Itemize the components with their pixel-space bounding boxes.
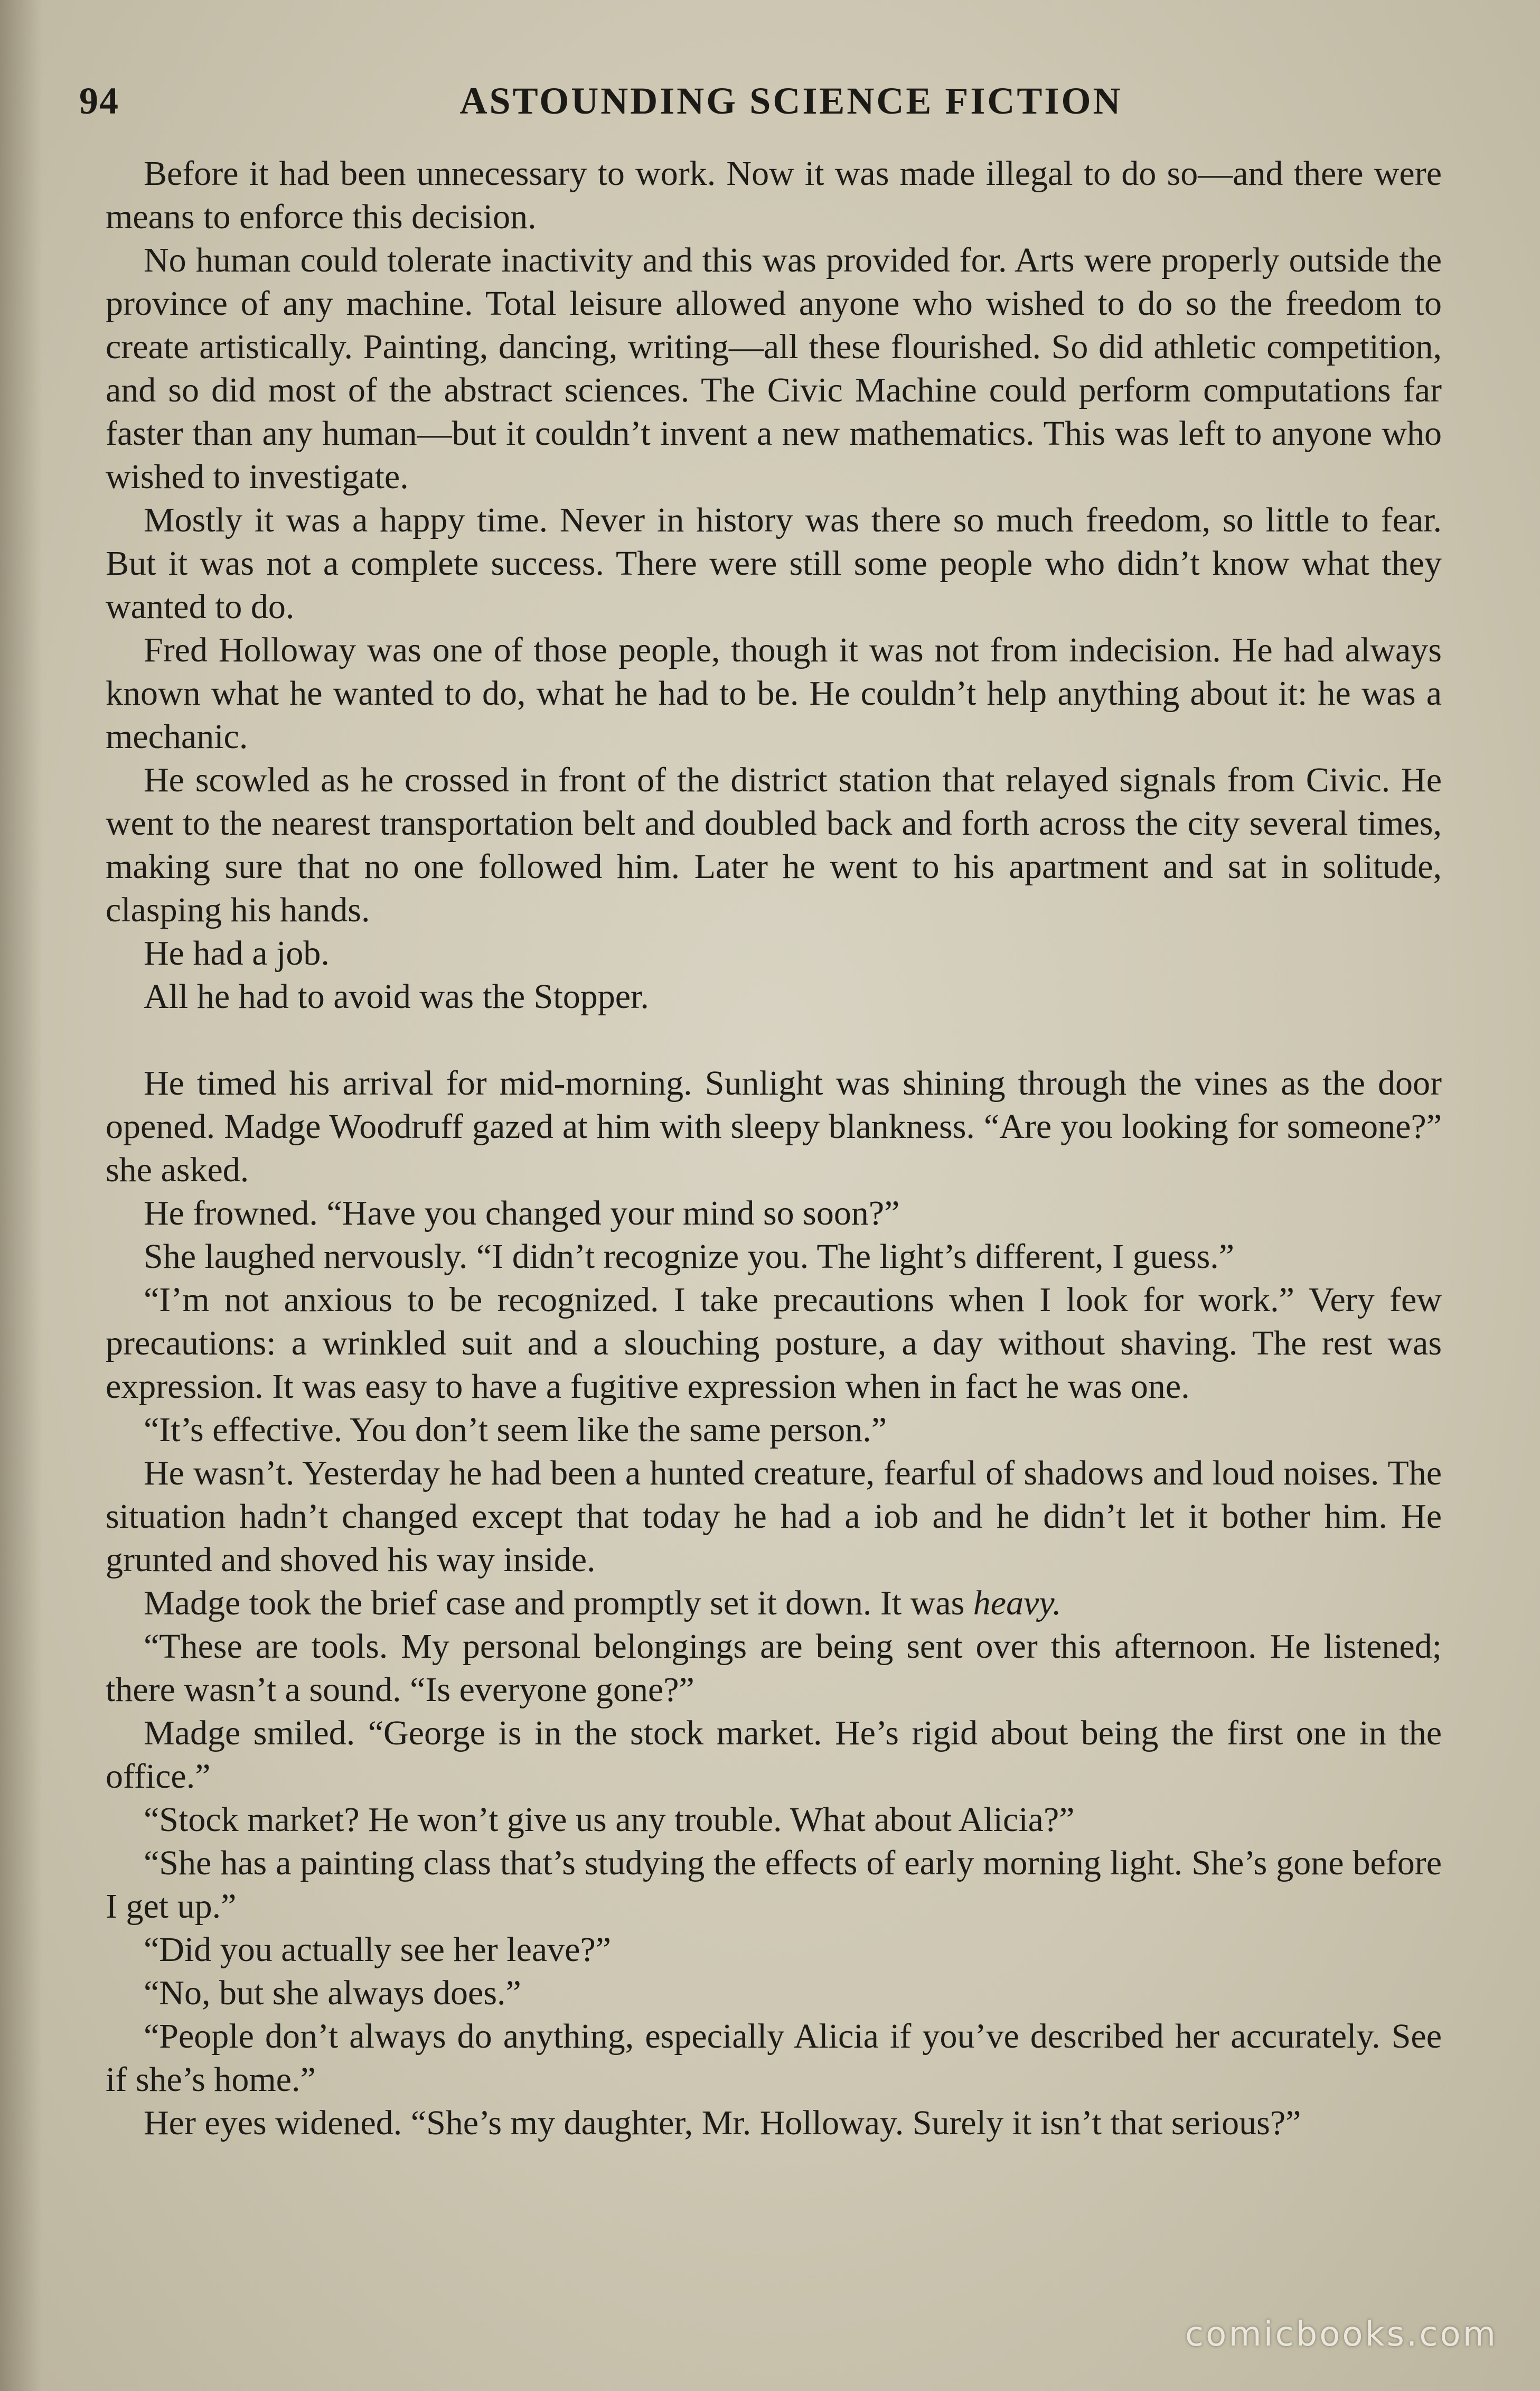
paragraph: No human could tolerate inactivity and this was provided for. Arts were properly outside the province of any machine. Total leisure allowed anyone who wished to do so the freedom to create artistically. Painting, dancing, writing—all these flourished. So did athletic competition, and so did most of the abstract sciences. The Civic Machine could perform computations far faster than any human—but it couldn’t invent a new mathematics. This was left to anyone who wished to investigate. xyxy=(106,241,1442,496)
paragraph: “She has a painting class that’s studying the effects of early morning light. She’s gone before I get up.” xyxy=(106,1844,1442,1926)
paragraph: All he had to avoid was the Stopper. xyxy=(144,977,649,1016)
paragraph: Madge smiled. “George is in the stock market. He’s rigid about being the first one in the office.” xyxy=(106,1714,1442,1796)
paragraph: He wasn’t. Yesterday he had been a hunted creature, fearful of shadows and loud noises. The situation hadn’t changed except that today he had a iob and he didn’t let it bother him. He grunted and shoved his way inside. xyxy=(106,1454,1442,1579)
paragraph: He timed his arrival for mid-morning. Sunlight was shining through the vines as the door opened. Madge Woodruff gazed at him with sleepy blankness. “Are you looking for someone?” she asked. xyxy=(106,1064,1442,1189)
paragraph: Her eyes widened. “She’s my daughter, Mr. Holloway. Surely it isn’t that serious?” xyxy=(144,2104,1301,2142)
paragraph: “These are tools. My personal belongings are being sent over this afternoon. He listened; there wasn’t a sound. “Is everyone gone?” xyxy=(106,1627,1442,1709)
paragraph: He frowned. “Have you changed your mind so soon?” xyxy=(144,1194,900,1232)
body-text xyxy=(106,152,1442,2145)
paragraph: He scowled as he crossed in front of the district station that relayed signals from Civic. He went to the nearest transportation belt and doubled back and forth across the city several times, making sure that no one followed him. Later he went to his apartment and sat in solitude, clasping his hands. xyxy=(106,761,1442,929)
page-header xyxy=(0,79,1540,143)
paragraph: “Did you actually see her leave?” xyxy=(144,1930,612,1969)
paragraph: He had a job. xyxy=(144,934,330,973)
paragraph: “It’s effective. You don’t seem like the same person.” xyxy=(144,1411,887,1449)
paragraph: Mostly it was a happy time. Never in history was there so much freedom, so little to fear. But it was not a complete success. There were still some people who didn’t know what they wanted to do. xyxy=(106,501,1442,626)
paragraph: Fred Holloway was one of those people, though it was not from indecision. He had always known what he wanted to do, what he had to be. He couldn’t help anything about it: he was a mechanic. xyxy=(106,631,1442,756)
section-break xyxy=(106,1019,1442,1062)
watermark: comicbooks.com xyxy=(1185,2315,1498,2354)
paragraph: “Stock market? He won’t give us any trouble. What about Alicia?” xyxy=(144,1800,1075,1839)
page-number: 94 xyxy=(79,80,119,122)
paragraph-with-italic xyxy=(106,1582,1442,1625)
page-edge-shadow xyxy=(0,0,42,2391)
paragraph: “People don’t always do anything, especially Alicia if you’ve described her accurately. See if she’s home.” xyxy=(106,2017,1442,2099)
paragraph-text: Madge took the brief case and promptly set it down. It was xyxy=(144,1584,965,1622)
paragraph: “No, but she always does.” xyxy=(144,1974,521,2012)
paragraph: “I’m not anxious to be recognized. I take precautions when I look for work.” Very few precautions: a wrinkled suit and a slouching posture, a day without shaving. The rest was expression. It was easy to have a fugitive expression when in fact he was one. xyxy=(106,1281,1442,1406)
italic-word: heavy. xyxy=(973,1584,1062,1622)
running-head: ASTOUNDING SCIENCE FICTION xyxy=(459,80,1123,122)
paragraph: She laughed nervously. “I didn’t recognize you. The light’s different, I guess.” xyxy=(144,1237,1235,1276)
paragraph: Before it had been unnecessary to work. Now it was made illegal to do so—and there were means to enforce this decision. xyxy=(106,154,1442,236)
